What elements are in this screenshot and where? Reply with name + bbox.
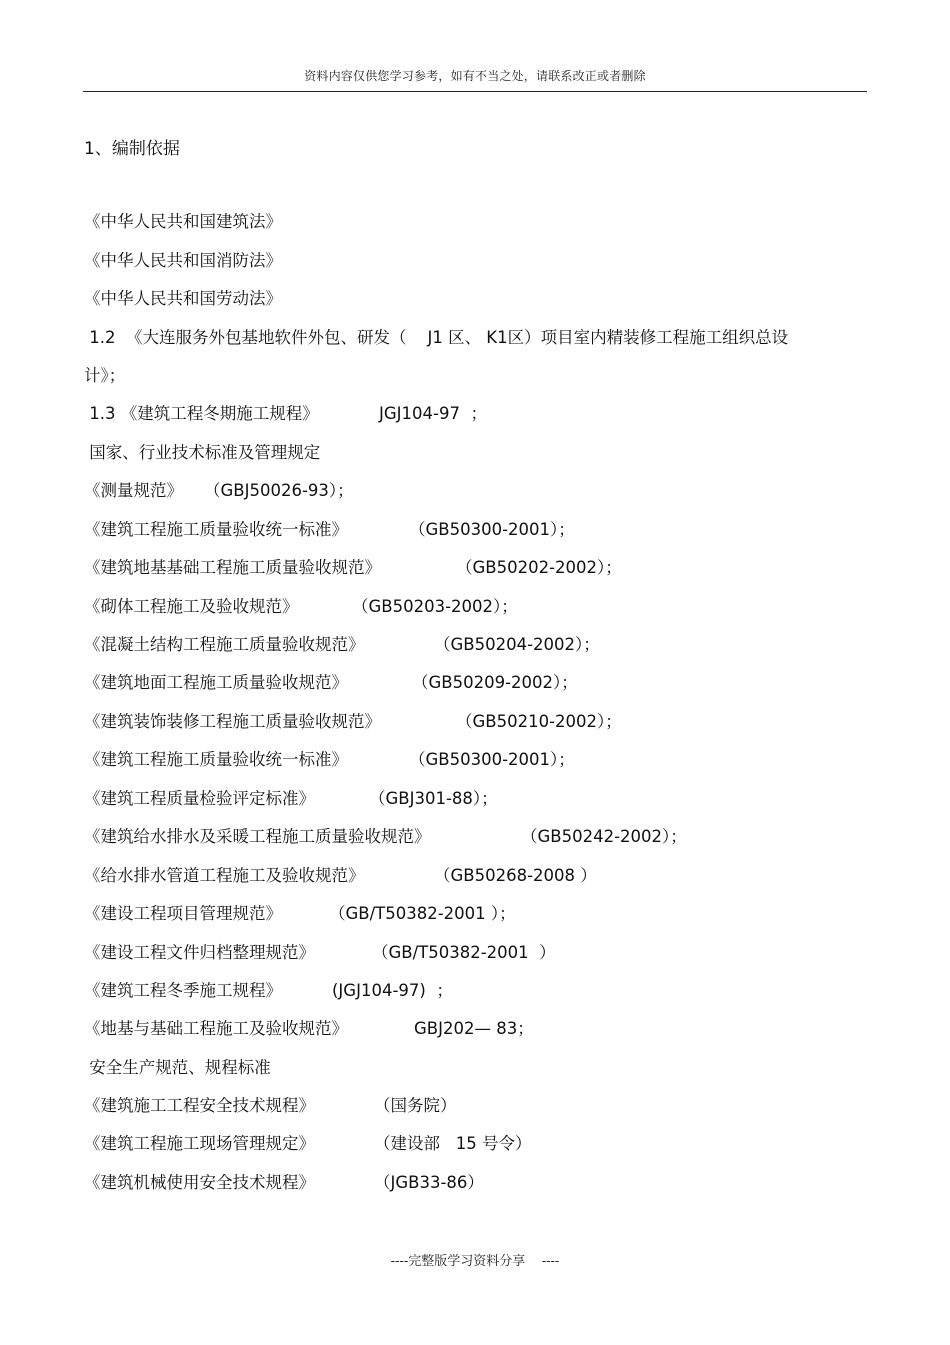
reference-code: （GB50203-2002）；	[352, 597, 518, 616]
reference-title: 安全生产规范、规程标准	[84, 1058, 271, 1077]
section-heading: 1、编制依据	[84, 139, 180, 159]
reference-code: （建设部 15 号令）	[374, 1134, 532, 1153]
reference-code: （GB50300-2001）；	[409, 750, 575, 769]
page-header: 资料内容仅供您学习参考，如有不当之处，请联系改正或者删除	[304, 69, 646, 83]
reference-title: 《砌体工程施工及验收规范》	[84, 597, 299, 616]
reference-code: （GB/T50382-2001 ）	[372, 943, 556, 962]
reference-code: JGJ104-97 ；	[379, 404, 487, 423]
reference-code: （GB/T50382-2001 ）；	[329, 904, 516, 923]
reference-title: 1.3 《建筑工程冬期施工规程》	[84, 404, 319, 423]
reference-code: （GB50300-2001）；	[409, 520, 575, 539]
reference-title: 《建筑给水排水及采暖工程施工质量验收规范》	[84, 827, 431, 846]
reference-title: 国家、行业技术标准及管理规定	[84, 443, 321, 462]
reference-code: （GB50209-2002）；	[412, 673, 578, 692]
reference-title: 《中华人民共和国劳动法》	[84, 289, 282, 308]
reference-code: （GB50210-2002）；	[456, 712, 622, 731]
reference-title: 《建筑工程冬季施工规程》	[84, 981, 282, 1000]
reference-title: 1.2 《大连服务外包基地软件外包、研发（ J1 区、 K1区）项目室内精装修工程施工组织总设	[84, 328, 789, 347]
reference-code: （JGB33-86）	[374, 1173, 484, 1192]
reference-title: 《建设工程文件归档整理规范》	[84, 943, 315, 962]
reference-code: GBJ202— 83；	[414, 1019, 534, 1038]
reference-title: 《建筑工程质量检验评定标准》	[84, 789, 315, 808]
reference-title: 《建设工程项目管理规范》	[84, 904, 282, 923]
reference-title: 《建筑施工工程安全技术规程》	[84, 1096, 315, 1115]
reference-title: 《建筑工程施工质量验收统一标准》	[84, 750, 348, 769]
reference-title: 《混凝土结构工程施工质量验收规范》	[84, 635, 365, 654]
reference-title: 《中华人民共和国建筑法》	[84, 212, 282, 231]
reference-code: （GB50202-2002）；	[456, 558, 622, 577]
reference-title: 《给水排水管道工程施工及验收规范》	[84, 866, 365, 885]
reference-title: 《建筑地基基础工程施工质量验收规范》	[84, 558, 381, 577]
reference-title: 《建筑地面工程施工质量验收规范》	[84, 673, 348, 692]
reference-title: 《建筑机械使用安全技术规程》	[84, 1173, 315, 1192]
reference-title: 《建筑工程施工现场管理规定》	[84, 1134, 315, 1153]
reference-title: 《中华人民共和国消防法》	[84, 251, 282, 270]
reference-code: （GBJ301-88）；	[369, 789, 498, 808]
header-divider	[83, 91, 867, 92]
reference-code: （GBJ50026-93）；	[204, 481, 354, 500]
reference-code: （GB50242-2002）；	[521, 827, 687, 846]
reference-code: （GB50268-2008 ）	[434, 866, 597, 885]
reference-title: 《地基与基础工程施工及验收规范》	[84, 1019, 348, 1038]
page-footer: ----完整版学习资料分享 ----	[390, 1254, 560, 1269]
reference-title: 《建筑工程施工质量验收统一标准》	[84, 520, 348, 539]
reference-title: 《建筑装饰装修工程施工质量验收规范》	[84, 712, 381, 731]
reference-code: (JGJ104-97) ；	[332, 981, 453, 1000]
reference-title: 《测量规范》	[84, 481, 183, 500]
reference-title: 计》；	[84, 366, 126, 385]
reference-code: （国务院）	[374, 1096, 457, 1115]
reference-code: （GB50204-2002）；	[434, 635, 600, 654]
